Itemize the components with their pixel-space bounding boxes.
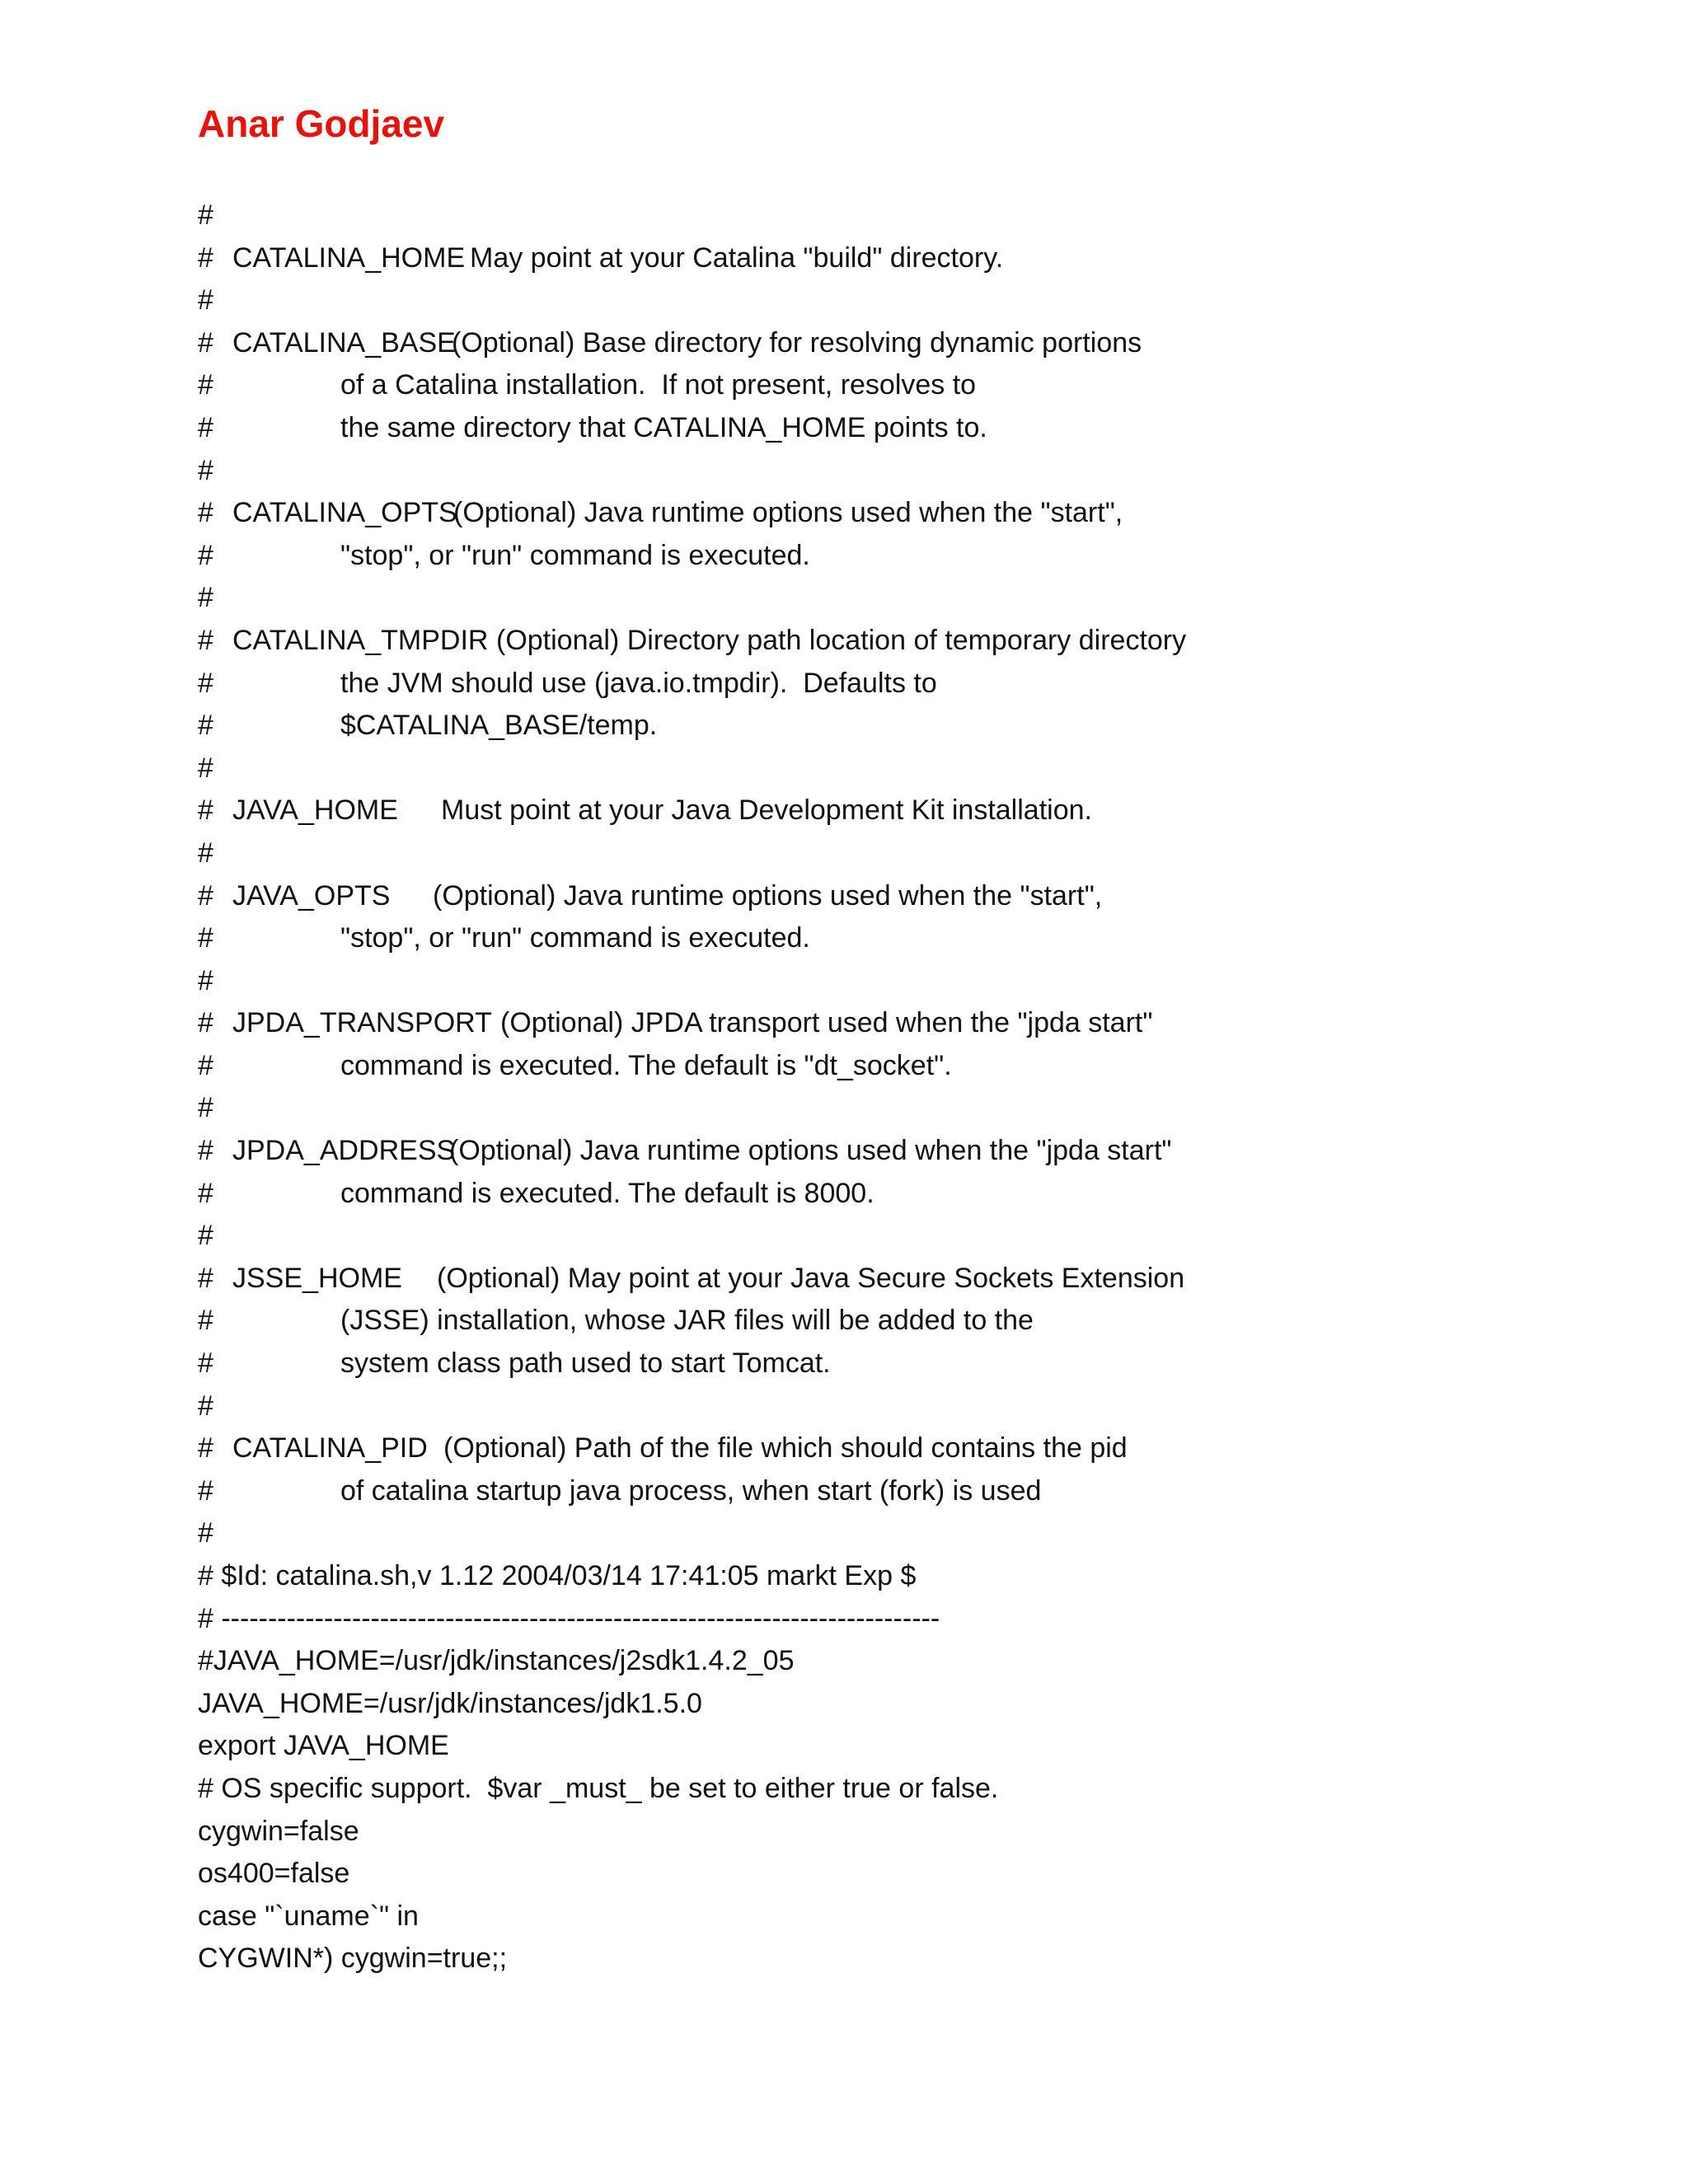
comment-hash: #: [198, 710, 213, 742]
comment-hash: #: [198, 199, 213, 231]
code-line: [198, 1512, 1599, 1555]
variable-description: (Optional) Path of the file which should contains the pid: [443, 1432, 1128, 1465]
variable-description: (Optional) May point at your Java Secure Sockets Extension: [437, 1262, 1185, 1294]
author-heading: Anar Godjaev: [198, 102, 445, 145]
code-line: [198, 450, 1599, 493]
comment-hash: #: [198, 667, 213, 699]
comment-hash: #: [198, 1517, 213, 1549]
code-text: JAVA_HOME=/usr/jdk/instances/jdk1.5.0: [198, 1687, 702, 1719]
code-line: [198, 1555, 1599, 1598]
variable-description: May point at your Catalina "build" directory.: [470, 241, 1004, 274]
code-line: [198, 577, 1599, 620]
description-continuation: "stop", or "run" command is executed.: [340, 539, 810, 571]
comment-hash: #: [198, 879, 213, 912]
comment-hash: #: [198, 1305, 213, 1337]
comment-hash: #: [198, 1474, 213, 1507]
variable-description: Must point at your Java Development Kit installation.: [441, 794, 1092, 827]
comment-hash: #: [198, 582, 213, 614]
code-line: [198, 1173, 1599, 1216]
code-line: [198, 1640, 1599, 1683]
code-line: [198, 875, 1599, 918]
description-continuation: $CATALINA_BASE/temp.: [340, 710, 658, 742]
comment-hash: #: [198, 1177, 213, 1209]
comment-hash: #: [198, 454, 213, 486]
code-line: [198, 1683, 1599, 1726]
code-line: [198, 1002, 1599, 1045]
description-continuation: of a Catalina installation. If not present, resolves to: [340, 369, 977, 401]
code-text: # OS specific support. $var _must_ be set to either true or false.: [198, 1772, 999, 1804]
code-line: [198, 407, 1599, 450]
code-text: CYGWIN*) cygwin=true;;: [198, 1943, 508, 1975]
code-text: export JAVA_HOME: [198, 1730, 449, 1762]
script-text-block: [198, 194, 1599, 1980]
code-line: [198, 748, 1599, 790]
variable-name: CATALINA_BASE: [232, 326, 456, 359]
comment-hash: #: [198, 497, 213, 529]
variable-description: (Optional) Java runtime options used when the "start",: [453, 497, 1123, 529]
variable-name: JAVA_HOME: [232, 794, 398, 827]
code-line: [198, 1768, 1599, 1811]
comment-hash: #: [198, 1347, 213, 1380]
description-continuation: of catalina startup java process, when start (fork) is used: [340, 1474, 1042, 1507]
code-line: [198, 1087, 1599, 1130]
code-text: os400=false: [198, 1858, 350, 1890]
comment-hash: #: [198, 326, 213, 359]
code-line: [198, 492, 1599, 535]
variable-description: (Optional) Java runtime options used when the "start",: [433, 879, 1103, 912]
description-continuation: system class path used to start Tomcat.: [340, 1347, 831, 1380]
code-line: [198, 1811, 1599, 1854]
code-line: [198, 1343, 1599, 1385]
code-text: cygwin=false: [198, 1815, 359, 1847]
code-line: [198, 1427, 1599, 1470]
variable-name: JAVA_OPTS: [232, 879, 391, 912]
description-continuation: "stop", or "run" command is executed.: [340, 922, 810, 954]
code-line: [198, 1258, 1599, 1301]
comment-hash: #: [198, 1092, 213, 1124]
comment-hash: #: [198, 794, 213, 827]
code-line: [198, 832, 1599, 875]
variable-description: (Optional) Java runtime options used when the "jpda start": [449, 1135, 1172, 1167]
comment-hash: #: [198, 1007, 213, 1039]
code-line: [198, 364, 1599, 407]
comment-hash: #: [198, 1049, 213, 1081]
variable-name: CATALINA_OPTS: [232, 497, 457, 529]
code-line: [198, 1385, 1599, 1428]
comment-hash: #: [198, 1432, 213, 1465]
comment-hash: #: [198, 964, 213, 996]
code-text: case "`uname`" in: [198, 1900, 419, 1932]
code-text: # $Id: catalina.sh,v 1.12 2004/03/14 17:41:05 markt Exp $: [198, 1560, 917, 1591]
code-line: [198, 960, 1599, 1003]
variable-name: CATALINA_TMPDIR: [232, 624, 489, 656]
comment-hash: #: [198, 624, 213, 656]
code-line: [198, 1130, 1599, 1173]
code-text: #JAVA_HOME=/usr/jdk/instances/j2sdk1.4.2_05: [198, 1645, 795, 1677]
code-line: [198, 1215, 1599, 1258]
comment-hash: #: [198, 539, 213, 571]
description-continuation: command is executed. The default is 8000.: [340, 1177, 874, 1209]
code-line: [198, 1470, 1599, 1513]
code-line: [198, 1853, 1599, 1896]
comment-hash: #: [198, 1220, 213, 1252]
code-line: [198, 705, 1599, 748]
comment-hash: #: [198, 837, 213, 869]
code-line: [198, 1045, 1599, 1088]
code-line: [198, 322, 1599, 365]
code-line: [198, 194, 1599, 237]
code-line: [198, 620, 1599, 663]
comment-hash: #: [198, 1135, 213, 1167]
variable-description: (Optional) Directory path location of temporary directory: [496, 624, 1187, 656]
comment-hash: #: [198, 411, 213, 443]
comment-hash: #: [198, 284, 213, 316]
description-continuation: (JSSE) installation, whose JAR files will be added to the: [340, 1305, 1034, 1337]
comment-hash: #: [198, 241, 213, 274]
code-line: [198, 663, 1599, 705]
variable-description: (Optional) JPDA transport used when the "jpda start": [500, 1007, 1153, 1039]
comment-hash: #: [198, 752, 213, 784]
variable-name: JPDA_TRANSPORT: [232, 1007, 492, 1039]
code-line: [198, 1598, 1599, 1641]
code-line: [198, 1896, 1599, 1938]
variable-name: JPDA_ADDRESS: [232, 1135, 456, 1167]
code-line: [198, 237, 1599, 280]
variable-name: CATALINA_PID: [232, 1432, 428, 1465]
comment-hash: #: [198, 1390, 213, 1422]
code-line: [198, 1725, 1599, 1768]
code-line: [198, 1300, 1599, 1343]
code-line: [198, 1938, 1599, 1980]
description-continuation: the JVM should use (java.io.tmpdir). Defaults to: [340, 667, 937, 699]
code-line: [198, 790, 1599, 832]
description-continuation: the same directory that CATALINA_HOME points to.: [340, 411, 987, 443]
variable-name: JSSE_HOME: [232, 1262, 402, 1294]
comment-hash: #: [198, 1262, 213, 1294]
code-line: [198, 279, 1599, 322]
code-line: [198, 917, 1599, 960]
description-continuation: command is executed. The default is "dt_socket".: [340, 1049, 952, 1081]
comment-hash: #: [198, 369, 213, 401]
comment-hash: #: [198, 922, 213, 954]
code-text: # -----------------------------------------------------------------------------: [198, 1602, 940, 1634]
variable-name: CATALINA_HOME: [232, 241, 466, 274]
code-line: [198, 535, 1599, 578]
variable-description: (Optional) Base directory for resolving dynamic portions: [452, 326, 1142, 359]
